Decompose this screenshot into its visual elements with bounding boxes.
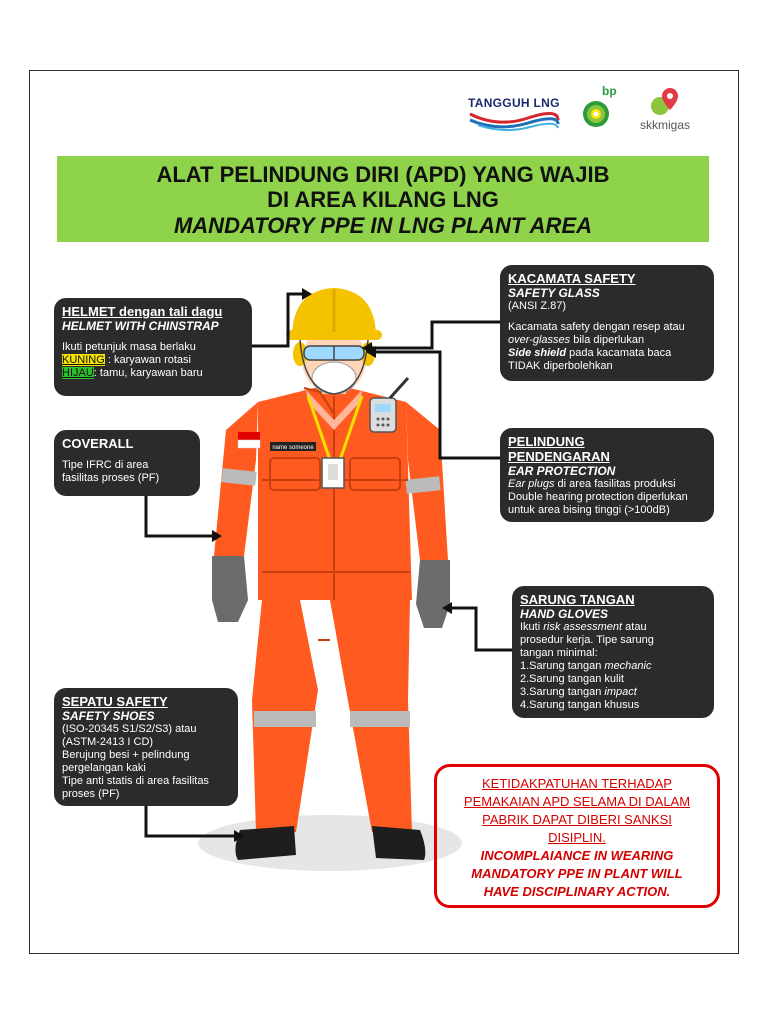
left-boot — [235, 826, 296, 860]
helmet-info-box: HELMET dengan tali dagu HELMET WITH CHINSTRAP Ikuti petunjuk masa berlaku KUNING : karyawan rotasi HIJAU: tamu, karyawan baru — [54, 298, 252, 396]
flag-patch — [238, 432, 260, 440]
title-line-2: DI AREA KILANG LNG — [267, 187, 499, 212]
face-mask — [312, 362, 356, 394]
right-glove — [416, 560, 450, 628]
left-leg-reflective-stripe — [254, 711, 316, 727]
skkmigas-logo: skkmigas — [638, 86, 710, 134]
ear-protection-info-box: PELINDUNG PENDENGARAN EAR PROTECTION Ear plugs di area fasilitas produksi Double hearing protection diperlukan untuk area bising tinggi (>100dB) — [500, 428, 714, 522]
gloves-connector — [452, 608, 516, 650]
safety-shoes-info-box: SEPATU SAFETY SAFETY SHOES (ISO-20345 S1/S2/S3) atau (ASTM-2413 I CD) Berujung besi + pelindung pergelangan kaki Tipe anti statis di area fasilitas proses (PF) — [54, 688, 238, 806]
radio — [370, 398, 396, 432]
hand-gloves-info-box: SARUNG TANGAN HAND GLOVES Ikuti risk assessment atau prosedur kerja. Tipe sarung tangan minimal: 1.Sarung tangan mechanic 2.Sarung tangan kulit 3.Sarung tangan impact 4.Sarung tangan khusus — [512, 586, 714, 718]
disciplinary-warning-box: KETIDAKPATUHAN TERHADAP PEMAKAIAN APD SELAMA DI DALAM PABRIK DAPAT DIBERI SANKSI DISIPLIN. INCOMPLAIANCE IN WEARING MANDATORY PPE IN PLANT WILL HAVE DISCIPLINARY ACTION. — [434, 764, 720, 908]
bp-logo: bp — [582, 84, 622, 132]
safety-glass-info-box: KACAMATA SAFETY SAFETY GLASS (ANSI Z.87) Kacamata safety dengan resep atau over-glasses bila diperlukan Side shield pada kacamata baca TIDAK diperbolehkan — [500, 265, 714, 381]
left-glove — [212, 556, 248, 622]
coverall-info-box: COVERALL Tipe IFRC di area fasilitas proses (PF) — [54, 430, 200, 496]
coverall-connector — [146, 496, 212, 536]
glasses-connector — [372, 322, 500, 348]
name-tag-text: name someone — [272, 445, 314, 451]
title-line-3: MANDATORY PPE IN LNG PLANT AREA — [173, 213, 593, 238]
title-line-1: ALAT PELINDUNG DIRI (APD) YANG WAJIB — [156, 162, 610, 187]
right-leg-reflective-stripe — [350, 711, 410, 727]
right-boot — [372, 826, 425, 860]
tangguh-lng-logo: TANGGUH LNG — [468, 96, 560, 136]
